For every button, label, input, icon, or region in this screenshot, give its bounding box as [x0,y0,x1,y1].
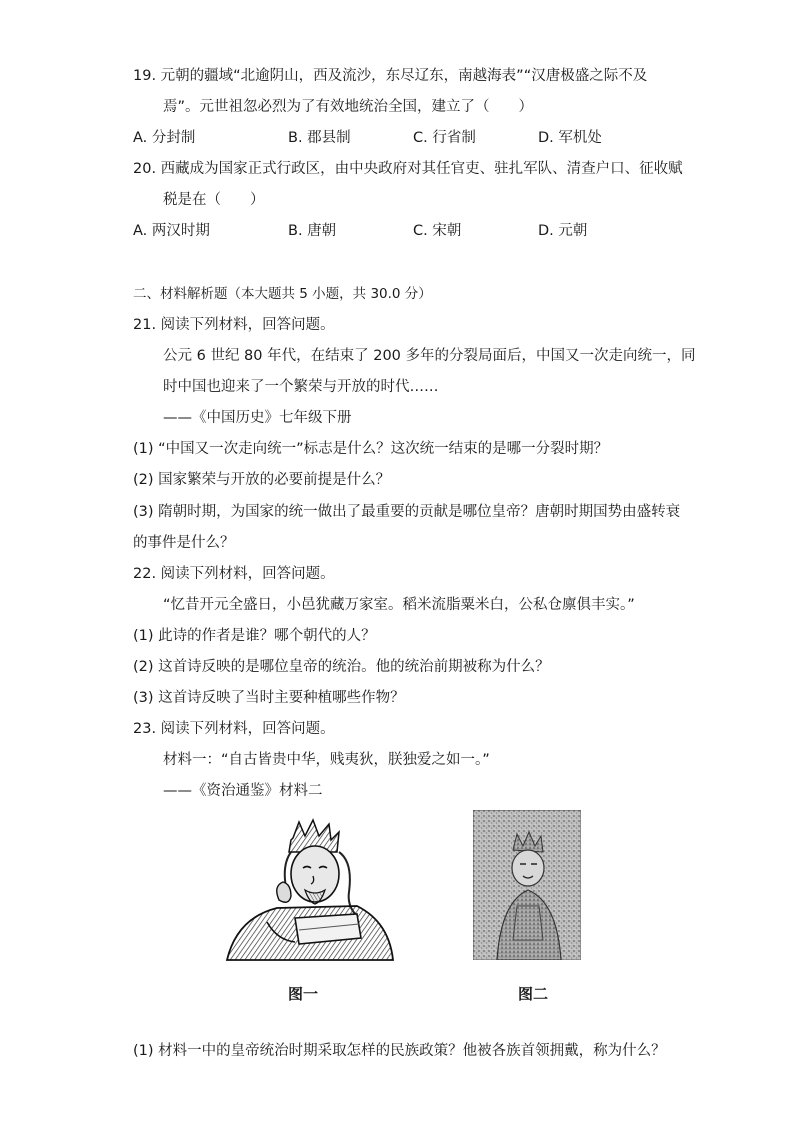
q22-sub1: (1) 此诗的作者是谁？哪个朝代的人？ [133,628,376,644]
q23-material1: 材料一：“自古皆贵中华，贱夷狄，朕独爱之如一。” [163,752,490,768]
section-title: 二、材料解析题（本大题共 5 小题，共 30.0 分） [133,286,432,302]
q20-line2: 税是在（ ） [163,192,265,208]
q23-sub1: (1) 材料一中的皇帝统治时期采取怎样的民族政策？他被各族首领拥戴，称为什么？ [133,1043,666,1059]
q20-option-a: A. 两汉时期 [133,223,210,239]
q21-intro: 21. 阅读下列材料，回答问题。 [133,317,335,333]
q21-material-line1: 公元 6 世纪 80 年代，在结束了 200 多年的分裂局面后，中国又一次走向统一，同 [163,348,696,364]
q19-line2: 焉”。元世祖忽必烈为了有效地统治全国，建立了（ ） [163,99,534,115]
q19-option-d: D. 军机处 [538,130,602,146]
q19-option-c: C. 行省制 [413,130,476,146]
q20-line1: 20. 西藏成为国家正式行政区，由中央政府对其任官吏、驻扎军队、清查户口、征收赋 [133,161,683,177]
q21-sub3-line1: (3) 隋朝时期，为国家的统一做出了最重要的贡献是哪位皇帝？唐朝时期国势由盛转衰 [133,504,681,520]
q22-poem: “忆昔开元全盛日，小邑犹藏万家室。稻米流脂粟米白，公私仓廪俱丰实。” [163,597,635,613]
q23-intro: 23. 阅读下列材料，回答问题。 [133,721,335,737]
q22-sub2: (2) 这首诗反映的是哪位皇帝的统治。他的统治前期被称为什么？ [133,659,550,675]
q21-material-line2: 时中国也迎来了一个繁荣与开放的时代…… [163,379,439,395]
q21-sub1: (1) “中国又一次走向统一”标志是什么？这次统一结束的是哪一分裂时期？ [133,441,609,457]
q20-option-d: D. 元朝 [538,223,588,239]
q22-sub3: (3) 这首诗反映了当时主要种植哪些作物？ [133,690,405,706]
figure-one-caption: 图一 [288,985,319,1003]
q19-line1: 19. 元朝的疆域“北逾阴山，西及流沙，东尽辽东，南越海表”“汉唐极盛之际不及 [133,68,648,84]
q20-option-c: C. 宋朝 [413,223,462,239]
q21-source: ——《中国历史》七年级下册 [163,410,352,426]
q21-sub2: (2) 国家繁荣与开放的必要前提是什么？ [133,472,391,488]
q21-sub3-line2: 的事件是什么？ [133,535,235,551]
figure-one-portrait [207,818,399,962]
figure-two-caption: 图二 [518,985,549,1003]
q19-option-b: B. 郡县制 [288,130,351,146]
q22-intro: 22. 阅读下列材料，回答问题。 [133,566,335,582]
q23-source: ——《资治通鉴》材料二 [163,783,323,799]
q19-option-a: A. 分封制 [133,130,196,146]
q20-option-b: B. 唐朝 [288,223,337,239]
figure-two-relief [473,810,581,960]
